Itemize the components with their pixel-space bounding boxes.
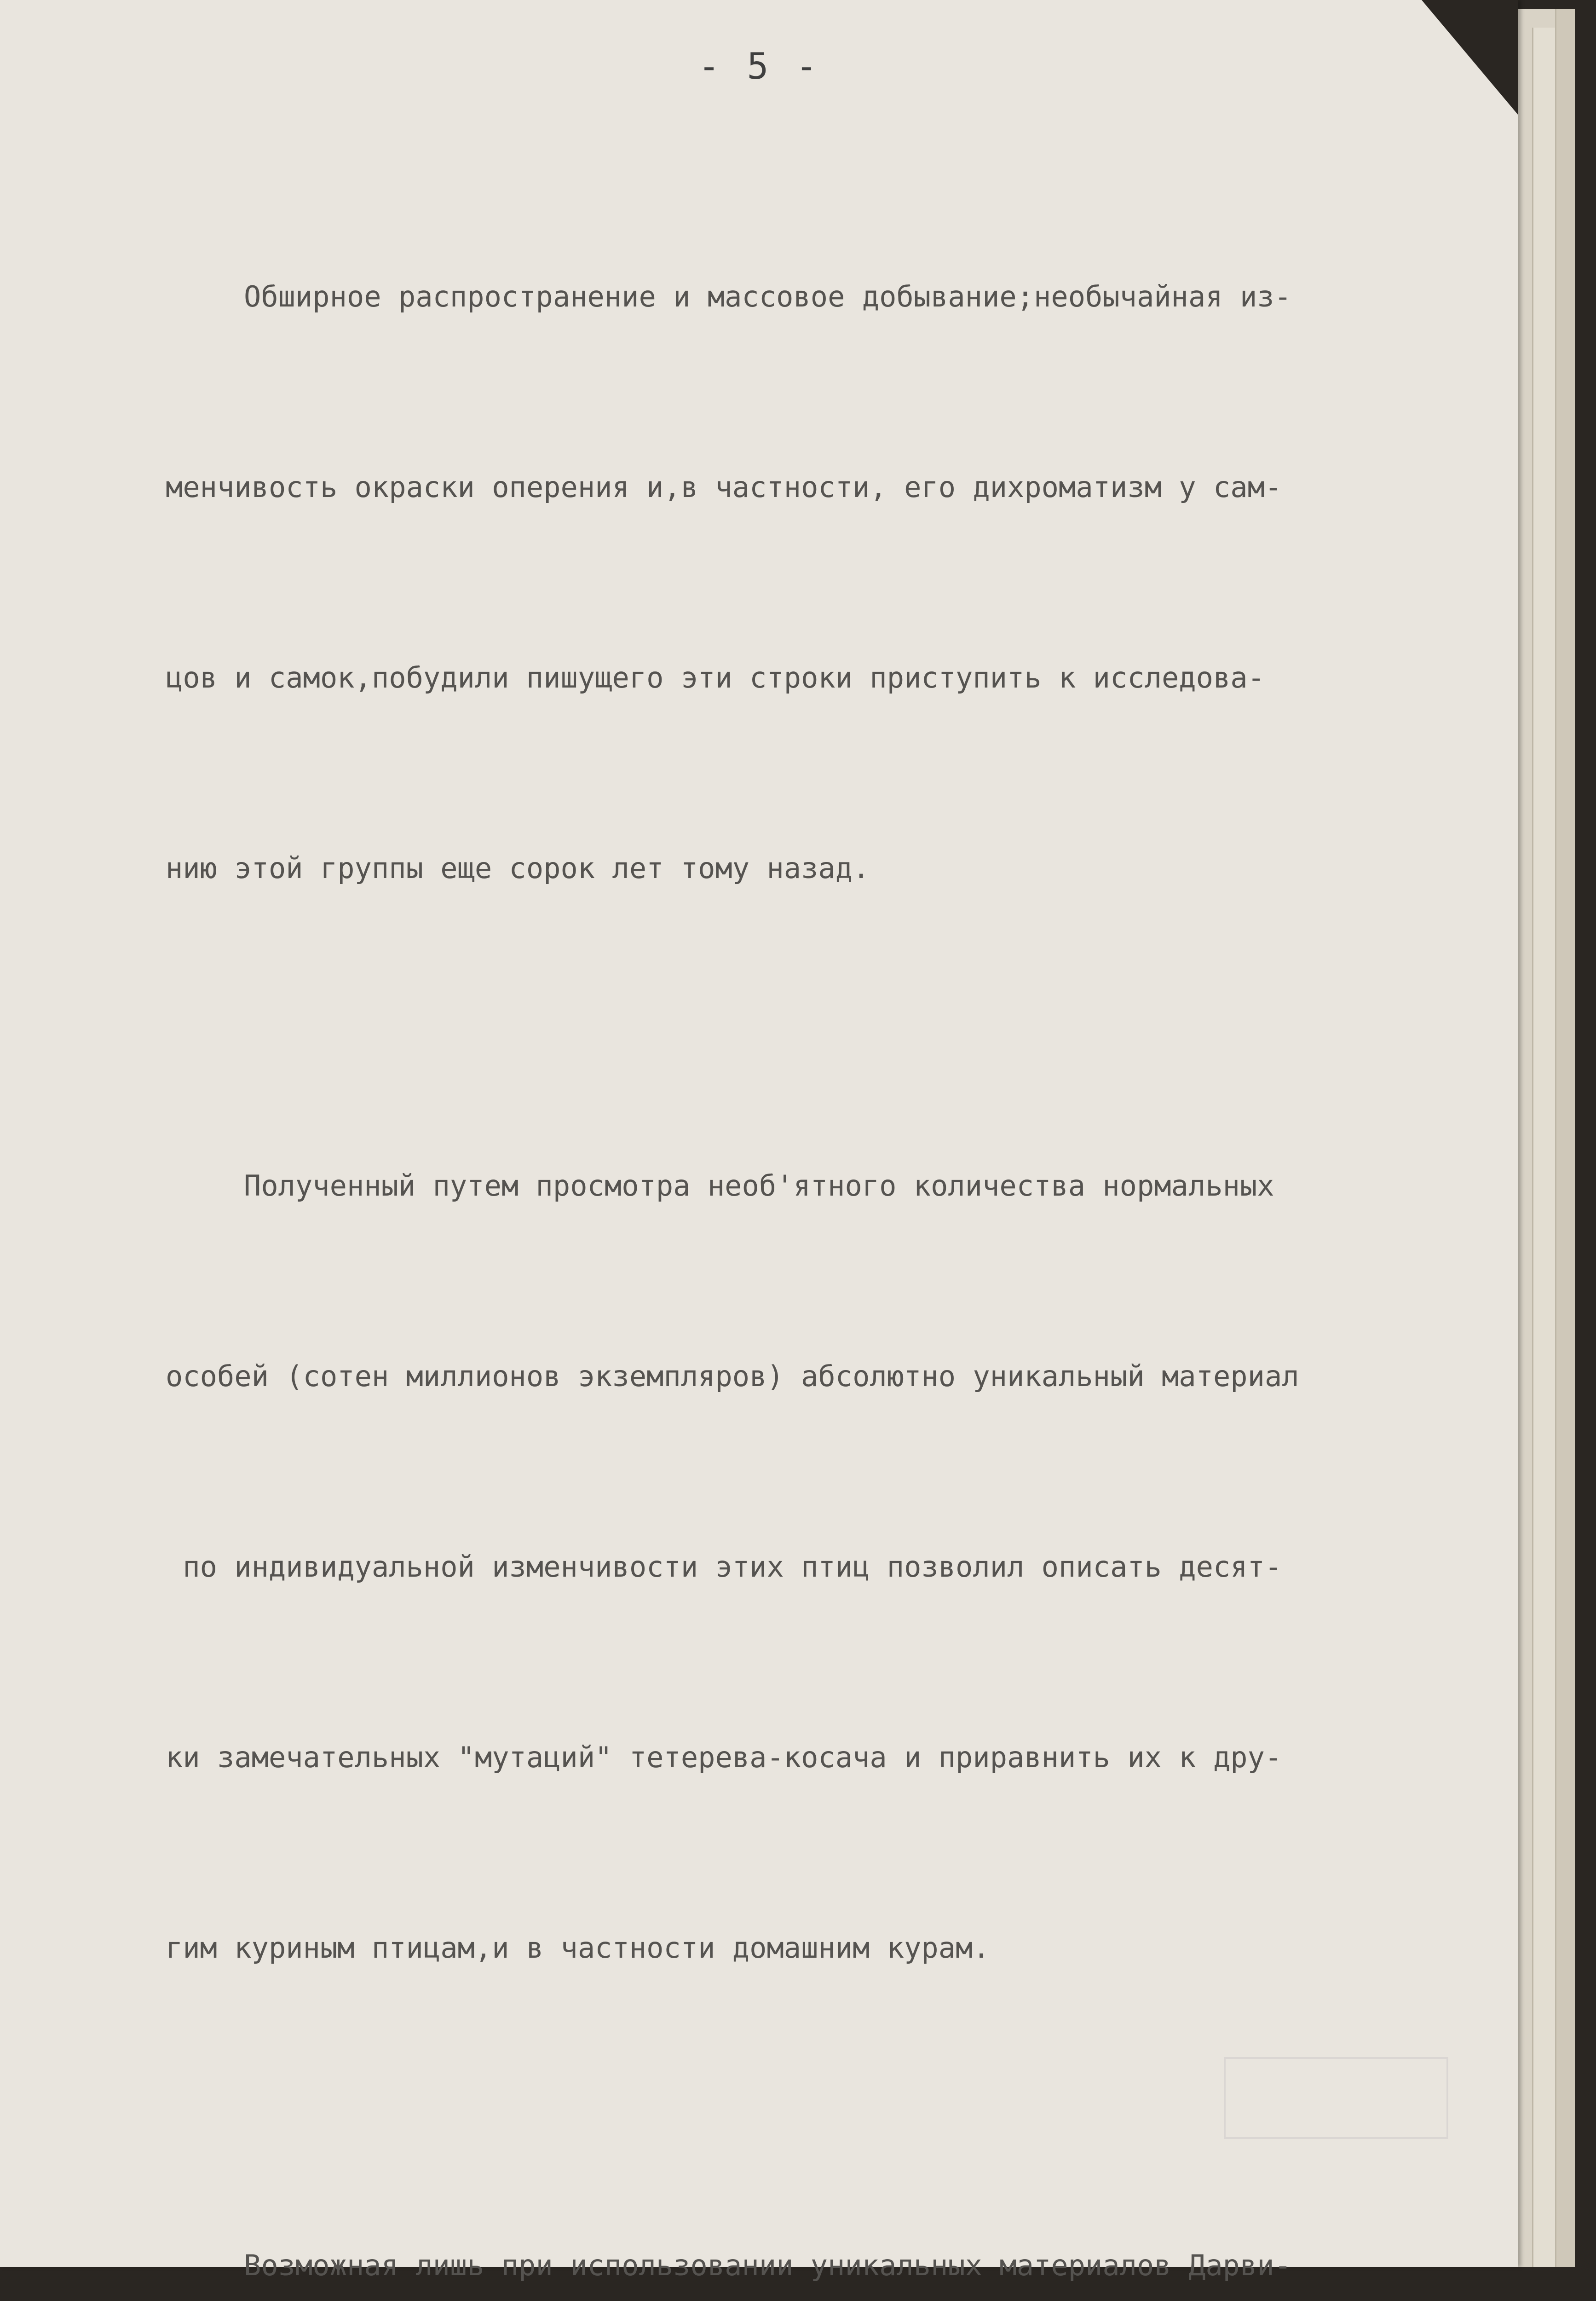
text-line: Возможная лишь при использовании уникальных материалов Дарви- [244,2249,1291,2282]
text-line: гим куриным птицам,и в частности домашним курам. [166,1931,990,1965]
paragraph [166,1027,1491,2107]
page-number: - 5 - [698,46,820,87]
text-line: по индивидуальной изменчивости этих птиц позволил описать десят- [166,1550,1282,1584]
typed-text-body [166,138,1491,2301]
back-sheet-edge [1555,9,1575,2267]
text-line: Обширное распространение и массовое добывание;необычайная из- [244,280,1291,313]
paragraph [166,138,1491,1027]
text-line: Полученный путем просмотра необ'ятного количества нормальных [244,1169,1274,1203]
text-line: нию этой группы еще сорок лет тому назад. [166,851,870,885]
text-line: ки замечательных "мутаций" тетерева-косача и приравнить их к дру- [166,1740,1282,1774]
text-line: менчивость окраски оперения и,в частности, его дихроматизм у сам- [166,470,1282,504]
faded-stamp [1224,2057,1448,2139]
text-line: особей (сотен миллионов экземпляров) абсолютно уникальный материал [166,1359,1299,1393]
text-line: цов и самок,побудили пишущего эти строки приступить к исследова- [166,661,1265,694]
